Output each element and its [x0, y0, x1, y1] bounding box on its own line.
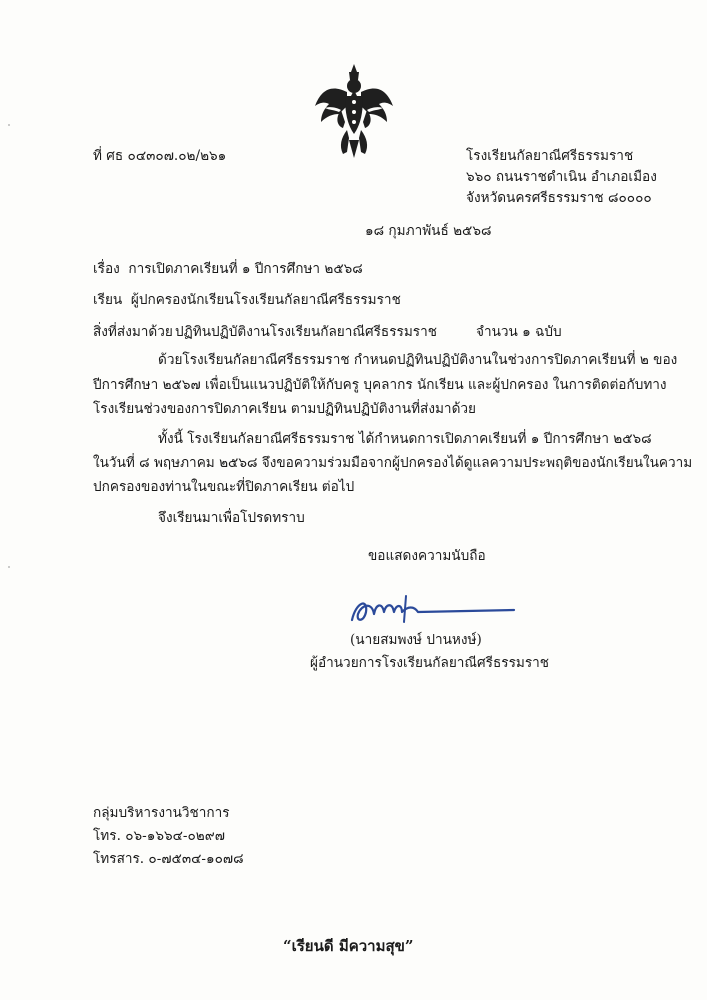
garuda-emblem: [311, 62, 397, 160]
subject-text: การเปิดภาคเรียนที่ ๑ ปีการศึกษา ๒๕๖๘: [128, 261, 363, 277]
recipient-line: [93, 291, 401, 309]
scan-speck: [8, 124, 10, 126]
footer-fax: โทรสาร. ๐-๗๕๓๔-๑๐๗๘: [93, 851, 244, 867]
address-line-2: จังหวัดนครศรีธรรมราช ๘๐๐๐๐: [466, 190, 652, 206]
body-paragraph-1-line-1: ด้วยโรงเรียนกัลยาณีศรีธรรมราช กำหนดปฏิทินปฏิบัติงานในช่วงการปิดภาคเรียนที่ ๒ ของ: [158, 352, 678, 368]
school-motto: “เรียนดี มีความสุข”: [283, 937, 414, 955]
signatory-position: ผู้อำนวยการโรงเรียนกัลยาณีศรีธรรมราช: [310, 655, 549, 671]
subject-line: [93, 260, 363, 278]
subject-label: เรื่อง: [93, 261, 120, 277]
scan-speck: [8, 566, 10, 568]
footer-department: กลุ่มบริหารงานวิชาการ: [93, 805, 230, 821]
reference-number: ที่ ศธ ๐๔๓๐๗.๐๒/๒๖๑: [93, 148, 227, 164]
footer-phone: โทร. ๐๖-๑๖๖๔-๐๒๙๗: [93, 828, 225, 844]
complimentary-close: ขอแสดงความนับถือ: [368, 548, 486, 564]
signatory-name: (นายสมพงษ์ ปานหงษ์): [350, 632, 482, 648]
handwritten-signature: [346, 592, 516, 628]
address-line-1: ๖๖๐ ถนนราชดำเนิน อำเภอเมือง: [466, 169, 657, 185]
body-paragraph-1-line-3: โรงเรียนช่วงของการปิดภาคเรียน ตามปฏิทินปฏิบัติงานที่ส่งมาด้วย: [93, 401, 476, 417]
school-name: โรงเรียนกัลยาณีศรีธรรมราช: [466, 148, 634, 164]
recipient-label: เรียน: [93, 292, 123, 308]
enclosure-count: จำนวน ๑ ฉบับ: [476, 324, 562, 340]
body-paragraph-2-line-1: ทั้งนี้ โรงเรียนกัลยาณีศรีธรรมราช ได้กำหนดการเปิดภาคเรียนที่ ๑ ปีการศึกษา ๒๕๖๘: [158, 431, 652, 447]
letter-date: ๑๘ กุมภาพันธ์ ๒๕๖๘: [365, 223, 492, 239]
enclosure-label: สิ่งที่ส่งมาด้วย: [93, 324, 173, 340]
closing-request: จึงเรียนมาเพื่อโปรดทราบ: [158, 510, 305, 526]
body-paragraph-2-line-2: ในวันที่ ๘ พฤษภาคม ๒๕๖๘ จึงขอความร่วมมือจากผู้ปกครองได้ดูแลความประพฤติของนักเรียนในความ: [93, 455, 693, 471]
enclosure-text: ปฏิทินปฏิบัติงานโรงเรียนกัลยาณีศรีธรรมราช: [175, 324, 437, 340]
body-paragraph-2-line-3: ปกครองของท่านในขณะที่ปิดภาคเรียน ต่อไป: [93, 479, 355, 495]
body-paragraph-1-line-2: ปีการศึกษา ๒๕๖๗ เพื่อเป็นแนวปฏิบัติให้กับครู บุคลากร นักเรียน และผู้ปกครอง ในการติดต่อกับทาง: [93, 377, 667, 393]
recipient-text: ผู้ปกครองนักเรียนโรงเรียนกัลยาณีศรีธรรมราช: [130, 292, 401, 308]
